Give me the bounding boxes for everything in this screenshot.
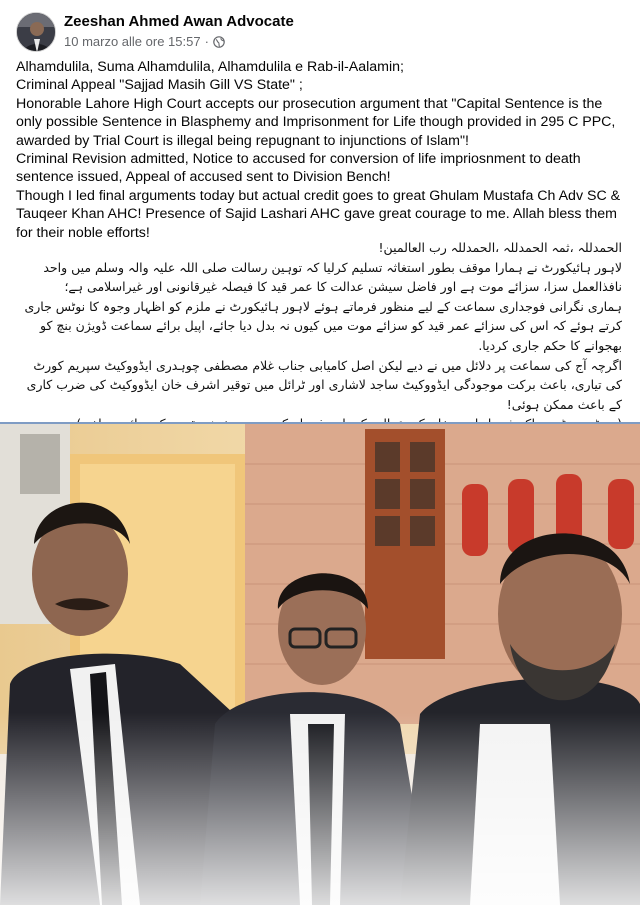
post-timestamp[interactable]: 10 marzo alle ore 15:57 [64, 34, 201, 49]
urdu-paragraph: لاہور ہائیکورٹ نے ہمارا موقف بطور استغاثہ تسلیم کرلیا کہ توہین رسالت صلی اللہ علیہ والہ وسلم میں واحد نافذالعمل سزا، سزائے موت ہے اور فاضل سیشن عدالت کا عمر قید کا فیصلہ غیرقانونی اور غیراسلامی ہے؛ [43, 259, 622, 295]
post-text-urdu [16, 238, 622, 434]
post-paragraph: Alhamdulila, Suma Alhamdulila, Alhamdulila e Rab-il-Aalamin; [16, 59, 404, 75]
globe-icon[interactable] [213, 36, 225, 48]
post-paragraph: Honorable Lahore High Court accepts our prosecution argument that "Capital Sentence is the only possible Sentence in Blasphemy and Imprisonment for Life though provided in 295 C PPC, awarded by Trial Court is illegal being repugnant to injunctions of Islam"! [16, 95, 616, 149]
post-meta [64, 34, 225, 49]
meta-separator: · [204, 34, 209, 49]
post-header [0, 0, 640, 54]
urdu-paragraph: اگرچہ آج کی سماعت پر دلائل میں نے دیے لیکن اصل کامیابی جناب غلام مصطفی چوہدری ایڈووکیٹ سپریم کورٹ کی تیاری، باعث برکت موجودگی ایڈووکیٹ ساجد لاشاری اور ٹرائل میں توقیر اشرف خان ایڈووکیٹ کی ضرب کاری کے باعث ممکن ہوئی! [26, 357, 622, 412]
post-photo[interactable] [0, 424, 640, 905]
urdu-paragraph: الحمدللہ ،ثمہ الحمدللہ ،الحمدللہ رب العالمین! [378, 240, 622, 255]
avatar[interactable] [16, 12, 56, 52]
urdu-paragraph: ہماری نگرانی فوجداری سماعت کے لیے منظور فرماتے ہوئے لاہور ہائیکورٹ نے ملزم کو اظہار وجوہ کا نوٹس جاری کرتے ہوئے کہ اس کی سزائے عمر قید کو سزائے موت میں کیوں نہ بدل دیا جائے، اپیل برائے سماعت ڈویژن بنچ کو بھجوانے کا حکم جاری کردیا. [24, 298, 622, 353]
post-text-english [16, 58, 624, 242]
author-name[interactable]: Zeeshan Ahmed Awan Advocate [64, 13, 294, 30]
post-paragraph: Criminal Appeal "Sajjad Masih Gill VS State" ; [16, 77, 303, 94]
post-paragraph: Though I led final arguments today but actual credit goes to great Ghulam Mustafa Ch Adv SC & Tauqeer Khan AHC! Presence of Sajid Lashari AHC gave great courage to me. Allah bless them for their noble efforts! [16, 187, 621, 241]
post-paragraph: Criminal Revision admitted, Notice to accused for conversion of life impriosnment to death sentence issued, Appeal of accused sent to Division Bench! [16, 151, 581, 186]
